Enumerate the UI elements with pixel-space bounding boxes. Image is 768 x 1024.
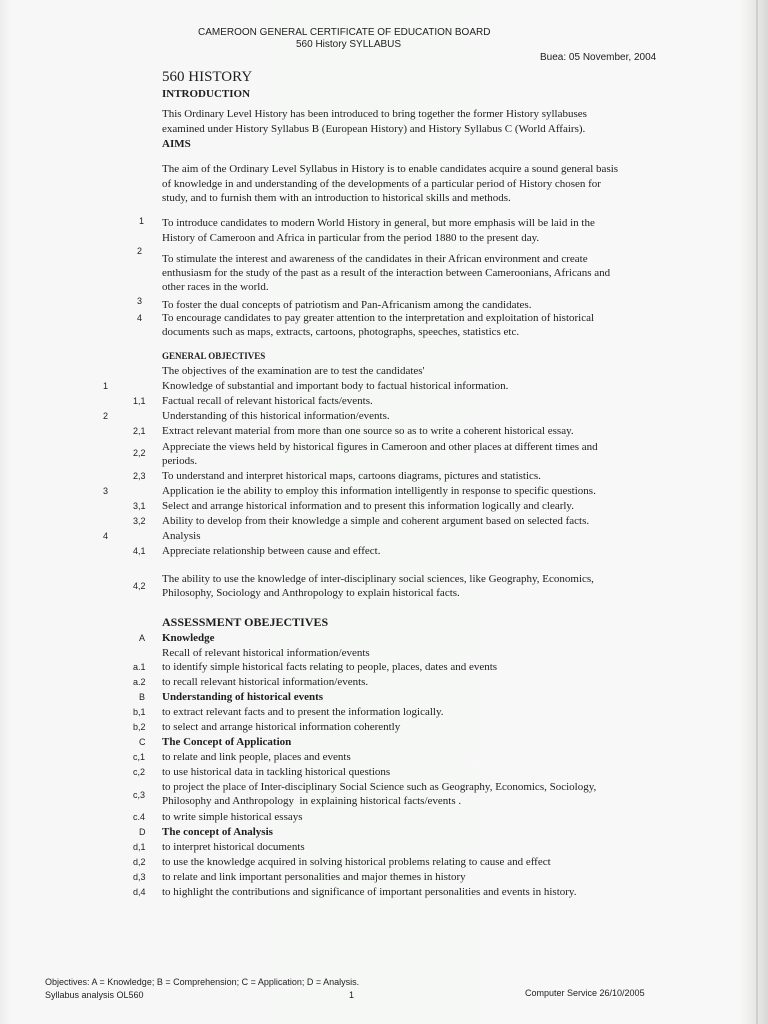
aim-number: 1 [139, 216, 145, 226]
assessment-line: to identify simple historical facts relating to people, places, dates and events [162, 661, 498, 673]
aim-line: To introduce candidates to modern World History in general, but more emphasis will be laid in the [162, 217, 595, 229]
aim-number: 2 [137, 246, 143, 256]
syllabus-code: 560 History SYLLABUS [296, 39, 402, 50]
objective-minor-number: 2,1 [133, 426, 146, 436]
footer-objectives-key: Objectives: A = Knowledge; B = Comprehension; C = Application; D = Analysis. [45, 977, 360, 987]
assessment-line: to highlight the contributions and significance of important personalities and events in history. [162, 886, 577, 898]
assessment-line: to use the knowledge acquired in solving historical problems relating to cause and effect [162, 856, 551, 868]
assessment-label: c.4 [133, 812, 146, 822]
assessment-label: d,3 [133, 872, 146, 882]
objective-minor-number: 4,1 [133, 546, 146, 556]
aims-line: study, and to furnish them with an introduction to historical skills and methods. [162, 192, 511, 204]
introduction-line: This Ordinary Level History has been introduced to bring together the former History syllabuses [162, 108, 587, 120]
assessment-line: to relate and link important personalities and major themes in history [162, 871, 466, 883]
objective-line: Philosophy, Sociology and Anthropology to explain historical facts. [162, 587, 460, 599]
assessment-label: c,1 [133, 752, 146, 762]
assessment-label: C [139, 737, 146, 747]
assessment-label: b,1 [133, 707, 146, 717]
aim-line: To stimulate the interest and awareness of the candidates in their African environment and create [162, 253, 588, 265]
assessment-line: to relate and link people, places and events [162, 751, 351, 763]
aim-line: To encourage candidates to pay greater attention to the interpretation and exploitation of historical [162, 312, 595, 324]
aim-line: enthusiasm for the study of the past as a result of the interaction between Cameroonians, Africans and [162, 267, 611, 279]
assessment-label: D [139, 827, 146, 837]
assessment-objectives-heading: ASSESSMENT OBEJECTIVES [162, 615, 329, 629]
assessment-label: b,2 [133, 722, 146, 732]
general-objectives-heading: GENERAL OBJECTIVES [162, 351, 266, 361]
objective-line: Application ie the ability to employ this information intelligently in response to specific questions. [162, 485, 596, 497]
objective-minor-number: 4,2 [133, 581, 146, 591]
assessment-label: a.2 [133, 677, 146, 687]
objective-line: Appreciate relationship between cause and effect. [162, 545, 381, 557]
objective-minor-number: 2,3 [133, 471, 146, 481]
assessment-label: d,2 [133, 857, 146, 867]
objective-minor-number: 3,2 [133, 516, 146, 526]
objective-line: To understand and interpret historical maps, cartoons diagrams, pictures and statistics. [162, 470, 541, 482]
objective-minor-number: 1,1 [133, 396, 146, 406]
objective-minor-number: 3,1 [133, 501, 146, 511]
assessment-line: to interpret historical documents [162, 841, 305, 853]
aims-line: The aim of the Ordinary Level Syllabus in History is to enable candidates acquire a sound general basis [162, 163, 619, 175]
footer-syllabus-analysis: Syllabus analysis OL560 [45, 990, 144, 1000]
assessment-category: Knowledge [162, 632, 215, 644]
assessment-label: A [139, 633, 146, 643]
document-date: Buea: 05 November, 2004 [540, 52, 657, 63]
assessment-line: to extract relevant facts and to present the information logically. [162, 706, 444, 718]
objective-major-number: 3 [103, 486, 109, 496]
assessment-line: to use historical data in tackling historical questions [162, 766, 391, 778]
objective-major-number: 1 [103, 381, 109, 391]
page-edge [756, 0, 758, 1024]
assessment-label: B [139, 692, 146, 702]
aims-line: of knowledge in and understanding of the developments of a particular period of History chosen for [162, 178, 601, 190]
footer-computer-service: Computer Service 26/10/2005 [525, 988, 645, 998]
objective-line: Appreciate the views held by historical figures in Cameroon and other places at different times and [162, 441, 598, 453]
aim-line: To foster the dual concepts of patriotism and Pan-Africanism among the candidates. [162, 299, 532, 311]
assessment-line: to write simple historical essays [162, 811, 303, 823]
aim-line: other races in the world. [162, 281, 269, 293]
objective-line: Factual recall of relevant historical facts/events. [162, 395, 373, 407]
assessment-label: d,4 [133, 887, 146, 897]
objective-major-number: 4 [103, 531, 109, 541]
aim-number: 3 [137, 296, 143, 306]
objective-line: Understanding of this historical information/events. [162, 410, 390, 422]
assessment-category: Understanding of historical events [162, 691, 324, 703]
assessment-line: Recall of relevant historical information/events [162, 647, 370, 659]
introduction-heading: INTRODUCTION [162, 88, 251, 100]
general-objectives-intro: The objectives of the examination are to test the candidates' [162, 365, 425, 377]
objective-line: periods. [162, 455, 198, 467]
objective-minor-number: 2,2 [133, 448, 146, 458]
aim-line: documents such as maps, extracts, cartoons, photographs, speeches, statistics etc. [162, 326, 520, 338]
assessment-label: c,2 [133, 767, 146, 777]
objective-line: Extract relevant material from more than one source so as to write a coherent historical essay. [162, 425, 574, 437]
objective-line: Knowledge of substantial and important body to factual historical information. [162, 380, 509, 392]
assessment-line: to project the place of Inter-disciplinary Social Science such as Geography, Economics, Sociology, Philosophy and Anthropology in explaining historical facts/events . [162, 781, 597, 807]
aim-line: History of Cameroon and Africa in particular from the period 1880 to the present day. [162, 232, 540, 244]
assessment-category: The concept of Analysis [162, 826, 273, 838]
aim-number: 4 [137, 313, 143, 323]
page-title: 560 HISTORY [162, 69, 253, 85]
board-name: CAMEROON GENERAL CERTIFICATE OF EDUCATION BOARD [198, 27, 491, 38]
objective-line: The ability to use the knowledge of inter-disciplinary social sciences, like Geography, Economics, [162, 573, 594, 585]
assessment-line: to select and arrange historical information coherently [162, 721, 401, 733]
assessment-label: c,3 [133, 790, 146, 800]
objective-major-number: 2 [103, 411, 109, 421]
assessment-line: to recall relevant historical information/events. [162, 676, 369, 688]
assessment-label: a.1 [133, 662, 146, 672]
objective-line: Ability to develop from their knowledge a simple and coherent argument based on selected facts. [162, 515, 590, 527]
objective-line: Select and arrange historical information and to present this information logically and clearly. [162, 500, 574, 512]
page-number: 1 [349, 990, 355, 1000]
assessment-category: The Concept of Application [162, 736, 292, 748]
objective-line: Analysis [162, 530, 201, 542]
introduction-line: examined under History Syllabus B (European History) and History Syllabus C (World Affairs). [162, 123, 586, 135]
assessment-label: d,1 [133, 842, 146, 852]
aims-heading: AIMS [162, 138, 191, 150]
